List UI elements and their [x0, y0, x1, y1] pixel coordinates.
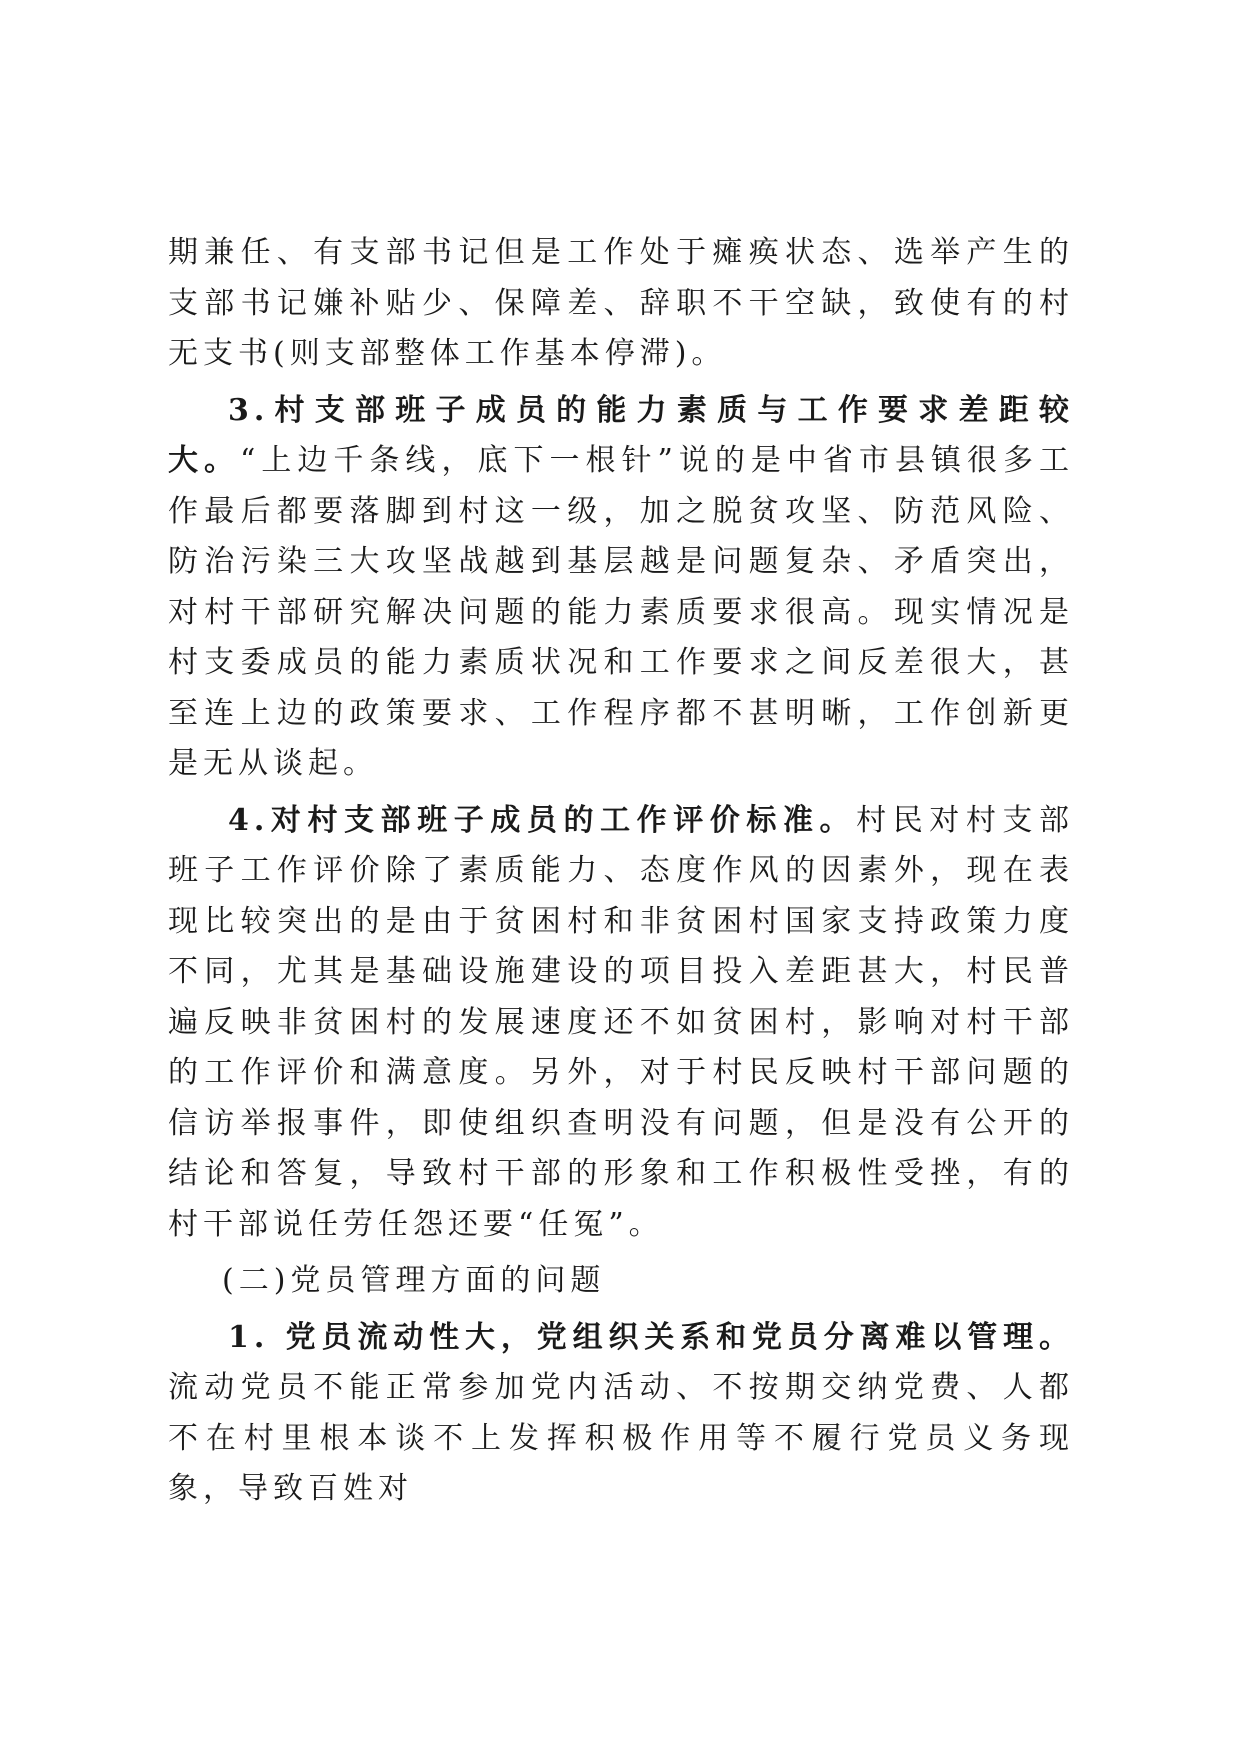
paragraph-item-4 [168, 796, 1074, 1251]
item-heading: 1. 党员流动性大，党组织关系和党员分离难以管理。 [228, 1319, 1074, 1355]
paragraph-text: “上边千条线，底下一根针”说的是中省市县镇很多工作最后都要落脚到村这一级，加之脱贫攻坚、防范风险、防治污染三大攻坚战越到基层越是问题复杂、矛盾突出，对村干部研究解决问题的能力素质要求很高。现实情况是村支委成员的能力素质状况和工作要求之间反差很大，甚至连上边的政策要求、工作程序都不甚明晰，工作创新更是无从谈起。 [168, 443, 1074, 781]
paragraph-text: 村民对村支部班子工作评价除了素质能力、态度作风的因素外，现在表现比较突出的是由于贫困村和非贫困村国家支持政策力度不同，尤其是基础设施建设的项目投入差距甚大，村民普遍反映非贫困村的发展速度还不如贫困村，影响对村干部的工作评价和满意度。另外，对于村民反映村干部问题的信访举报事件，即使组织查明没有问题，但是没有公开的结论和答复，导致村干部的形象和工作积极性受挫，有的村干部说任劳任怨还要“任冤”。 [168, 802, 1075, 1242]
paragraph-text: 期兼任、有支部书记但是工作处于瘫痪状态、选举产生的支部书记嫌补贴少、保障差、辞职不干空缺，致使有的村无支书(则支部整体工作基本停滞)。 [168, 235, 1074, 371]
paragraph-item-1 [168, 1313, 1074, 1515]
item-heading: 3.村支部班子成员的能力素质与工作要求差距较大。 [168, 392, 1074, 478]
item-heading: 4.对村支部班子成员的工作评价标准。 [228, 802, 857, 838]
section-heading [168, 1256, 1074, 1307]
section-heading-text: (二)党员管理方面的问题 [222, 1263, 606, 1298]
paragraph-text: 流动党员不能正常参加党内活动、不按期交纳党费、人都不在村里根本谈不上发挥积极作用等不履行党员义务现象，导致百姓对 [168, 1370, 1074, 1506]
paragraph-continuation [168, 228, 1074, 380]
document-body [168, 228, 1074, 1515]
paragraph-item-3 [168, 386, 1074, 790]
